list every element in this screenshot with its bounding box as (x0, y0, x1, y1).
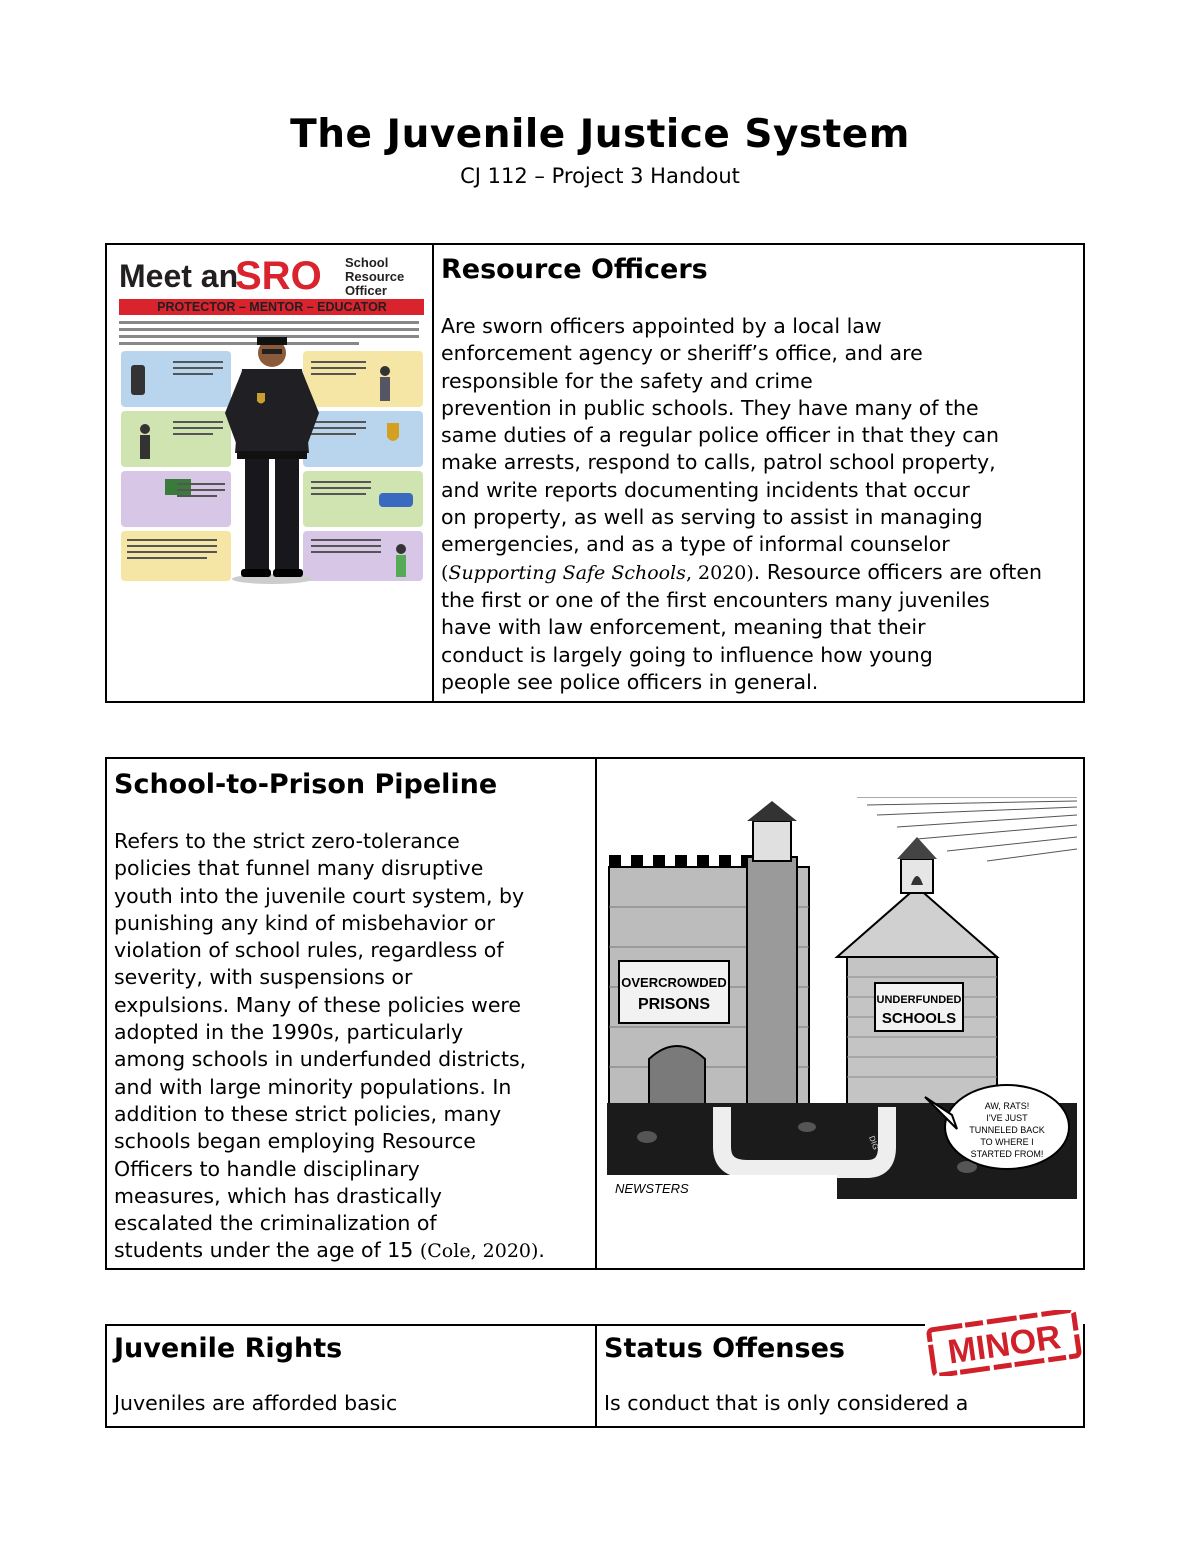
tower-roof (747, 801, 797, 821)
page-title: The Juvenile Justice System (290, 112, 910, 157)
pipeline-citation: (Cole, 2020) (419, 1240, 539, 1263)
sro-infographic-art (117, 253, 427, 588)
status-offenses-body: Is conduct that is only considered a (604, 1391, 969, 1415)
school-label-1: UNDERFUNDED (876, 994, 962, 1006)
rights-status-table (105, 1318, 1085, 1428)
tower-lookout (753, 821, 791, 861)
cartoon-signature: NEWSTERS (615, 1181, 689, 1196)
speech-line-4: TO WHERE I (980, 1137, 1034, 1147)
cartoon-sky (857, 797, 1077, 861)
infographic-school: School (345, 255, 389, 270)
school-roof (837, 887, 997, 957)
status-offenses-cell (597, 1318, 1083, 1426)
group-icon (396, 544, 406, 554)
pipeline-body-text: Refers to the strict zero-tolerance policies that funnel many disruptive youth into the juvenile court system, by punishing any kind of misbehavior or violation of school rules, regardless of severity, with suspensions or expulsions. Many of these policies were adopted in the 1990s, particularly among schools in underfunded districts, and with large minority populations. In addition to these strict policies, many schools began employing Resource Officers to handle disciplinary measures, which has drastically escalated the criminalization of students under the age of 15 (114, 829, 527, 1263)
panel-mentor (303, 351, 423, 407)
resource-officers-body-part1: Are sworn officers appointed by a local law enforcement agency or sheriff’s office, and are responsible for the safety and crime prevention in public schools. They have many of the same duties of a regular police officer in that they can make arrests, respond to calls, patrol school property, and write reports documenting incidents that occur on property, as well as serving to assist in managing emergencies, and as a type of informal counselor (441, 314, 1000, 557)
panel-first-defense (121, 411, 231, 467)
prison-sign (619, 961, 729, 1023)
resource-officers-body (441, 313, 1083, 696)
juvenile-rights-heading: Juvenile Rights (114, 1333, 343, 1364)
infographic-banner: PROTECTOR – MENTOR – EDUCATOR (157, 300, 387, 314)
prison-label-1: OVERCROWDED (621, 975, 727, 990)
sro-infographic-cell (107, 245, 432, 701)
infographic-resource: Resource (345, 269, 405, 284)
pipeline-table (105, 757, 1085, 1270)
status-offenses-heading: Status Offenses (604, 1333, 845, 1364)
pipeline-cartoon (607, 797, 1077, 1199)
bell-tower-roof (897, 837, 937, 859)
prison-tower (747, 857, 797, 1107)
radio-icon (131, 365, 145, 395)
panel-stats (121, 531, 231, 581)
chalkboard-icon (165, 479, 191, 495)
resource-officers-citation: (Supporting Safe Schools, 2020) (441, 561, 754, 584)
pipeline-cartoon-art (607, 797, 1077, 1199)
prison-crenellations (609, 855, 753, 867)
resource-officers-text-cell (434, 245, 1083, 701)
stamp-text: MINOR (945, 1318, 1064, 1372)
badge-icon (387, 423, 399, 441)
pipeline-cartoon-cell (597, 759, 1083, 1268)
speech-line-2: I'VE JUST (986, 1113, 1028, 1123)
car-icon (379, 493, 413, 507)
panel-sworn (303, 411, 423, 467)
sro-infographic (117, 253, 427, 588)
person-icon (140, 424, 150, 434)
speech-line-3: TUNNELED BACK (969, 1125, 1045, 1135)
dig-label: DIG (867, 1134, 881, 1152)
infographic-officer: Officer (345, 283, 387, 298)
resource-officers-heading: Resource Officers (441, 254, 708, 285)
speech-line-1: AW, RATS! (984, 1101, 1030, 1111)
mentor-person-icon (380, 366, 390, 376)
school-label-2: SCHOOLS (881, 1010, 957, 1027)
speech-line-5: STARTED FROM! (970, 1149, 1044, 1159)
page-subtitle: CJ 112 – Project 3 Handout (460, 164, 740, 188)
pipeline-body: Refers to the strict zero-tolerance policies that funnel many disruptive youth into the juvenile court system, by punishing any kind of misbehavior or violation of school rules, regardless of severity, with suspensions or expulsions. Many of these policies were adopted in the 1990s, particularly among schools in underfunded districts, and with large minority populations. In addition to these strict policies, many schools began employing Resource Officers to handle disciplinary measures, which has drastically escalated the criminalization of students under the age of 15 (Cole, 2020). (114, 829, 545, 1263)
resource-officers-table (105, 243, 1085, 703)
infographic-sro: SRO (235, 254, 322, 298)
prison-label-2: PRISONS (637, 996, 711, 1013)
infographic-meet: Meet an (119, 258, 239, 294)
minor-stamp (923, 1310, 1083, 1376)
pipeline-text-cell (107, 759, 595, 1268)
pipeline-heading: School-to-Prison Pipeline (114, 769, 498, 800)
juvenile-rights-cell (107, 1324, 595, 1426)
prison-door (649, 1046, 705, 1107)
juvenile-rights-body: Juveniles are afforded basic (114, 1391, 398, 1415)
resource-officers-body-part2: . Resource officers are often the first or one of the first encounters many juveniles have with law enforcement, meaning that their conduct is largely going to influence how young people see police officers in general. (441, 559, 1042, 694)
